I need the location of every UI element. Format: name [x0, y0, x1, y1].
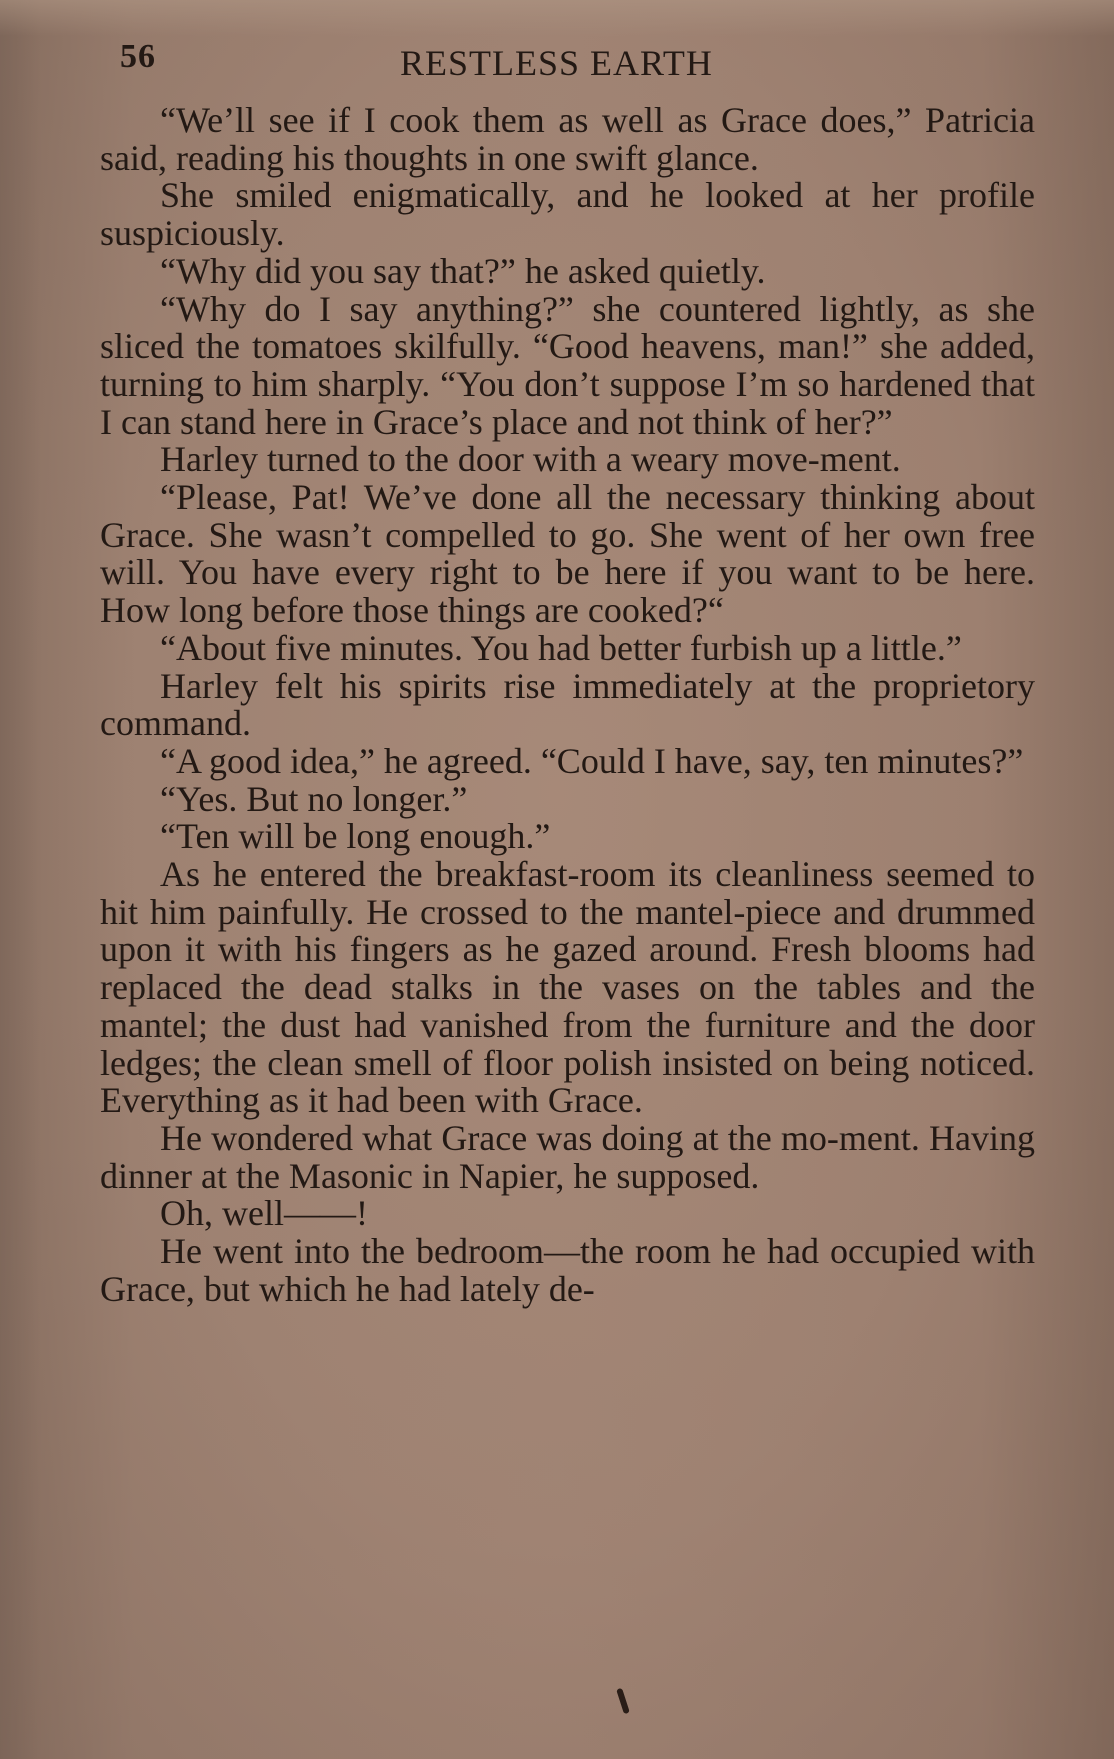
paragraph: Harley turned to the door with a weary move-ment.	[160, 439, 901, 480]
paragraph: “A good idea,” he agreed. “Could I have, say, ten minutes?”	[160, 740, 1024, 781]
paragraph: “Why did you say that?” he asked quietly.	[160, 250, 766, 291]
paragraph: “Why do I say anything?” she countered lightly, as she sliced the tomatoes skilfully. “Good heavens, man!” she added, turning to him sharply. “You don’t suppose I’m so hardened that I can stand here in Grace’s place and not think of her?”	[100, 288, 1035, 442]
paragraph: “Yes. But no longer.”	[160, 778, 468, 819]
page-edge-shadow	[0, 0, 40, 1759]
page-header	[120, 38, 1020, 88]
paragraph: He wondered what Grace was doing at the mo-ment. Having dinner at the Masonic in Napier, he supposed.	[100, 1117, 1035, 1196]
paragraph: She smiled enigmatically, and he looked at her profile suspiciously.	[100, 175, 1035, 254]
page-number: 56	[120, 38, 156, 75]
paragraph: “Please, Pat! We’ve done all the necessary thinking about Grace. She wasn’t compelled to go. She went of her own free will. You have every right to be here if you want to be here. How long before those things are cooked?“	[100, 477, 1035, 631]
page-top-fade	[0, 0, 1114, 36]
ink-mark	[616, 1688, 630, 1715]
paragraph: “We’ll see if I cook them as well as Grace does,” Patricia said, reading his thoughts in one swift glance.	[100, 100, 1035, 178]
paragraph: “About five minutes. You had better furbish up a little.”	[160, 627, 962, 668]
paragraph: Oh, well——!	[160, 1193, 368, 1234]
running-head: RESTLESS EARTH	[400, 43, 713, 83]
body-text	[100, 102, 1035, 1309]
paragraph: “Ten will be long enough.”	[160, 816, 551, 857]
paragraph: As he entered the breakfast-room its cleanliness seemed to hit him painfully. He crossed to the mantel-piece and drummed upon it with his fingers as he gazed around. Fresh blooms had replaced the dead stalks in the vases on the tables and the mantel; the dust had vanished from the furniture and the door ledges; the clean smell of floor polish insisted on being noticed. Everything as it had been with Grace.	[100, 854, 1035, 1121]
paragraph: He went into the bedroom—the room he had occupied with Grace, but which he had lately de-	[100, 1231, 1035, 1309]
paragraph: Harley felt his spirits rise immediately at the proprietory command.	[100, 665, 1035, 744]
